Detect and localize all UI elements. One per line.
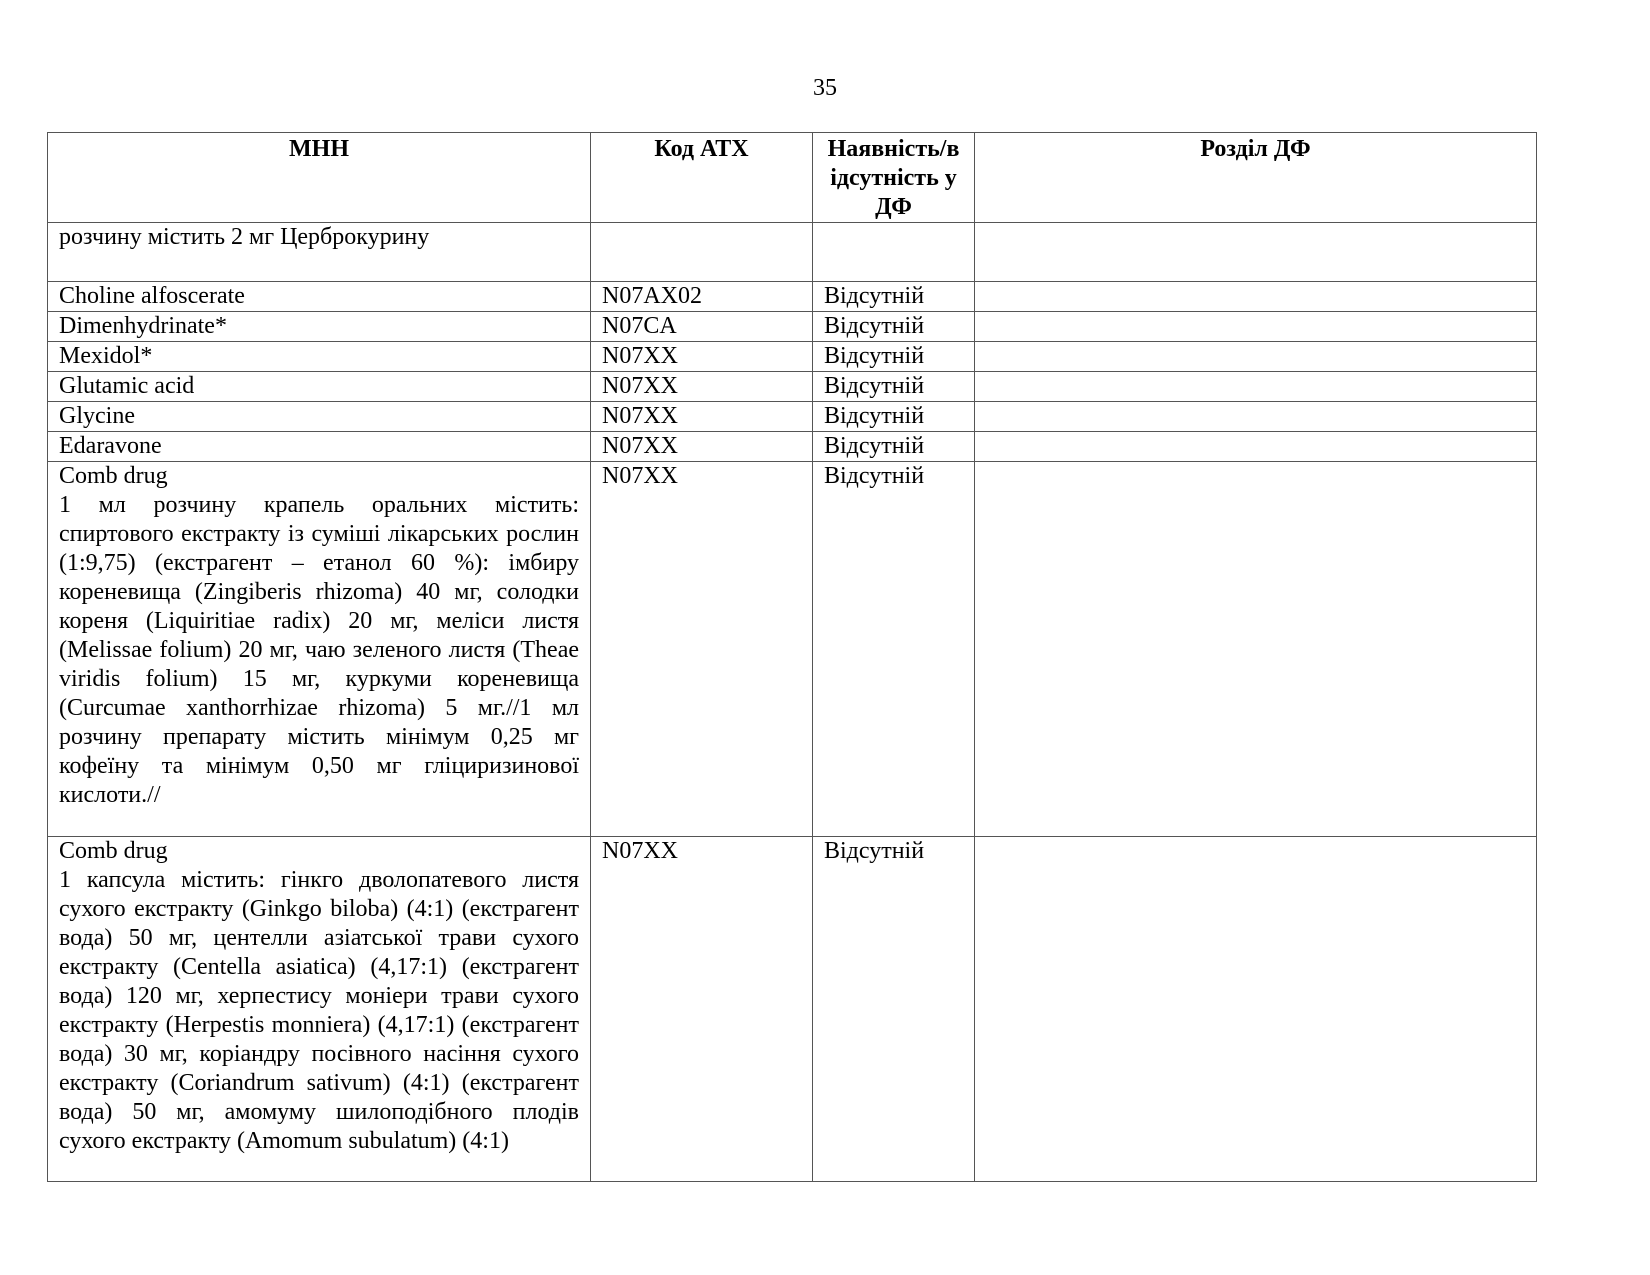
cell-section xyxy=(975,223,1537,282)
table-row-continuation xyxy=(48,223,1537,282)
cell-section xyxy=(975,372,1537,402)
cell-atc: N07XX xyxy=(591,837,813,1182)
cell-mnn: розчину містить 2 мг Церброкурину xyxy=(48,223,591,282)
table-row xyxy=(48,342,1537,372)
cell-mnn: Dimenhydrinate* xyxy=(48,312,591,342)
cell-atc: N07CA xyxy=(591,312,813,342)
cell-section xyxy=(975,402,1537,432)
cell-section xyxy=(975,282,1537,312)
header-atc-code: Код АТХ xyxy=(591,133,813,223)
table-row xyxy=(48,312,1537,342)
cell-section xyxy=(975,432,1537,462)
table-row xyxy=(48,402,1537,432)
header-section: Розділ ДФ xyxy=(975,133,1537,223)
cell-mnn: Glutamic acid xyxy=(48,372,591,402)
cell-atc: N07XX xyxy=(591,462,813,837)
header-mnn: МНН xyxy=(48,133,591,223)
cell-atc: N07XX xyxy=(591,372,813,402)
cell-mnn: Choline alfoscerate xyxy=(48,282,591,312)
table-row xyxy=(48,432,1537,462)
cell-atc: N07AX02 xyxy=(591,282,813,312)
table-header-row xyxy=(48,133,1537,223)
comb-drug-title: Comb drug xyxy=(59,463,168,489)
cell-presence: Відсутній xyxy=(813,837,975,1182)
cell-section xyxy=(975,342,1537,372)
cell-presence: Відсутній xyxy=(813,282,975,312)
comb-drug-composition: 1 капсула містить: гінкго дволопатевого листя сухого екстракту (Ginkgo biloba) (4:1) (екстрагент вода) 50 мг, центелли азіатської трави сухого екстракту (Centella asiatica) (4,17:1) (екстрагент вода) 120 мг, херпестису моніери трави сухого екстракту (Herpestis monniera) (4,17:1) (екстрагент вода) 30 мг, коріандру посівного насіння сухого екстракту (Coriandrum sativum) (4:1) (екстрагент вода) 50 мг, амомуму шилоподібного плодів сухого екстракту (Amomum subulatum) (4:1) xyxy=(59,867,579,1154)
cell-presence: Відсутній xyxy=(813,312,975,342)
table-row-comb-drug xyxy=(48,462,1537,837)
cell-atc: N07XX xyxy=(591,342,813,372)
cell-section xyxy=(975,312,1537,342)
cell-atc xyxy=(591,223,813,282)
cell-presence: Відсутній xyxy=(813,372,975,402)
cell-atc: N07XX xyxy=(591,432,813,462)
cell-atc: N07XX xyxy=(591,402,813,432)
cell-presence: Відсутній xyxy=(813,402,975,432)
cell-mnn: Mexidol* xyxy=(48,342,591,372)
cell-presence: Відсутній xyxy=(813,432,975,462)
table-row-comb-drug xyxy=(48,837,1537,1182)
cell-mnn xyxy=(48,837,591,1182)
cell-mnn xyxy=(48,462,591,837)
cell-mnn: Glycine xyxy=(48,402,591,432)
table-row xyxy=(48,282,1537,312)
header-presence: Наявність/в ідсутність у ДФ xyxy=(813,133,975,223)
comb-drug-title: Comb drug xyxy=(59,838,168,864)
cell-presence: Відсутній xyxy=(813,342,975,372)
table-row xyxy=(48,372,1537,402)
cell-mnn: Edaravone xyxy=(48,432,591,462)
cell-section xyxy=(975,837,1537,1182)
cell-presence: Відсутній xyxy=(813,462,975,837)
drug-table xyxy=(47,132,1537,1182)
cell-presence xyxy=(813,223,975,282)
cell-section xyxy=(975,462,1537,837)
comb-drug-composition: 1 мл розчину крапель оральних містить: спиртового екстракту із суміші лікарських рослин (1:9,75) (екстрагент – етанол 60 %): імбиру кореневища (Zingiberis rhizoma) 40 мг, солодки кореня (Liquiritiae radix) 20 мг, меліси листя (Melissae folium) 20 мг, чаю зеленого листя (Theae viridis folium) 15 мг, куркуми кореневища (Curcumae xanthorrhizae rhizoma) 5 мг.//1 мл розчину препарату містить мінімум 0,25 мг кофеїну та мінімум 0,50 мг гліциризинової кислоти.// xyxy=(59,492,579,808)
page-number: 35 xyxy=(813,75,837,101)
